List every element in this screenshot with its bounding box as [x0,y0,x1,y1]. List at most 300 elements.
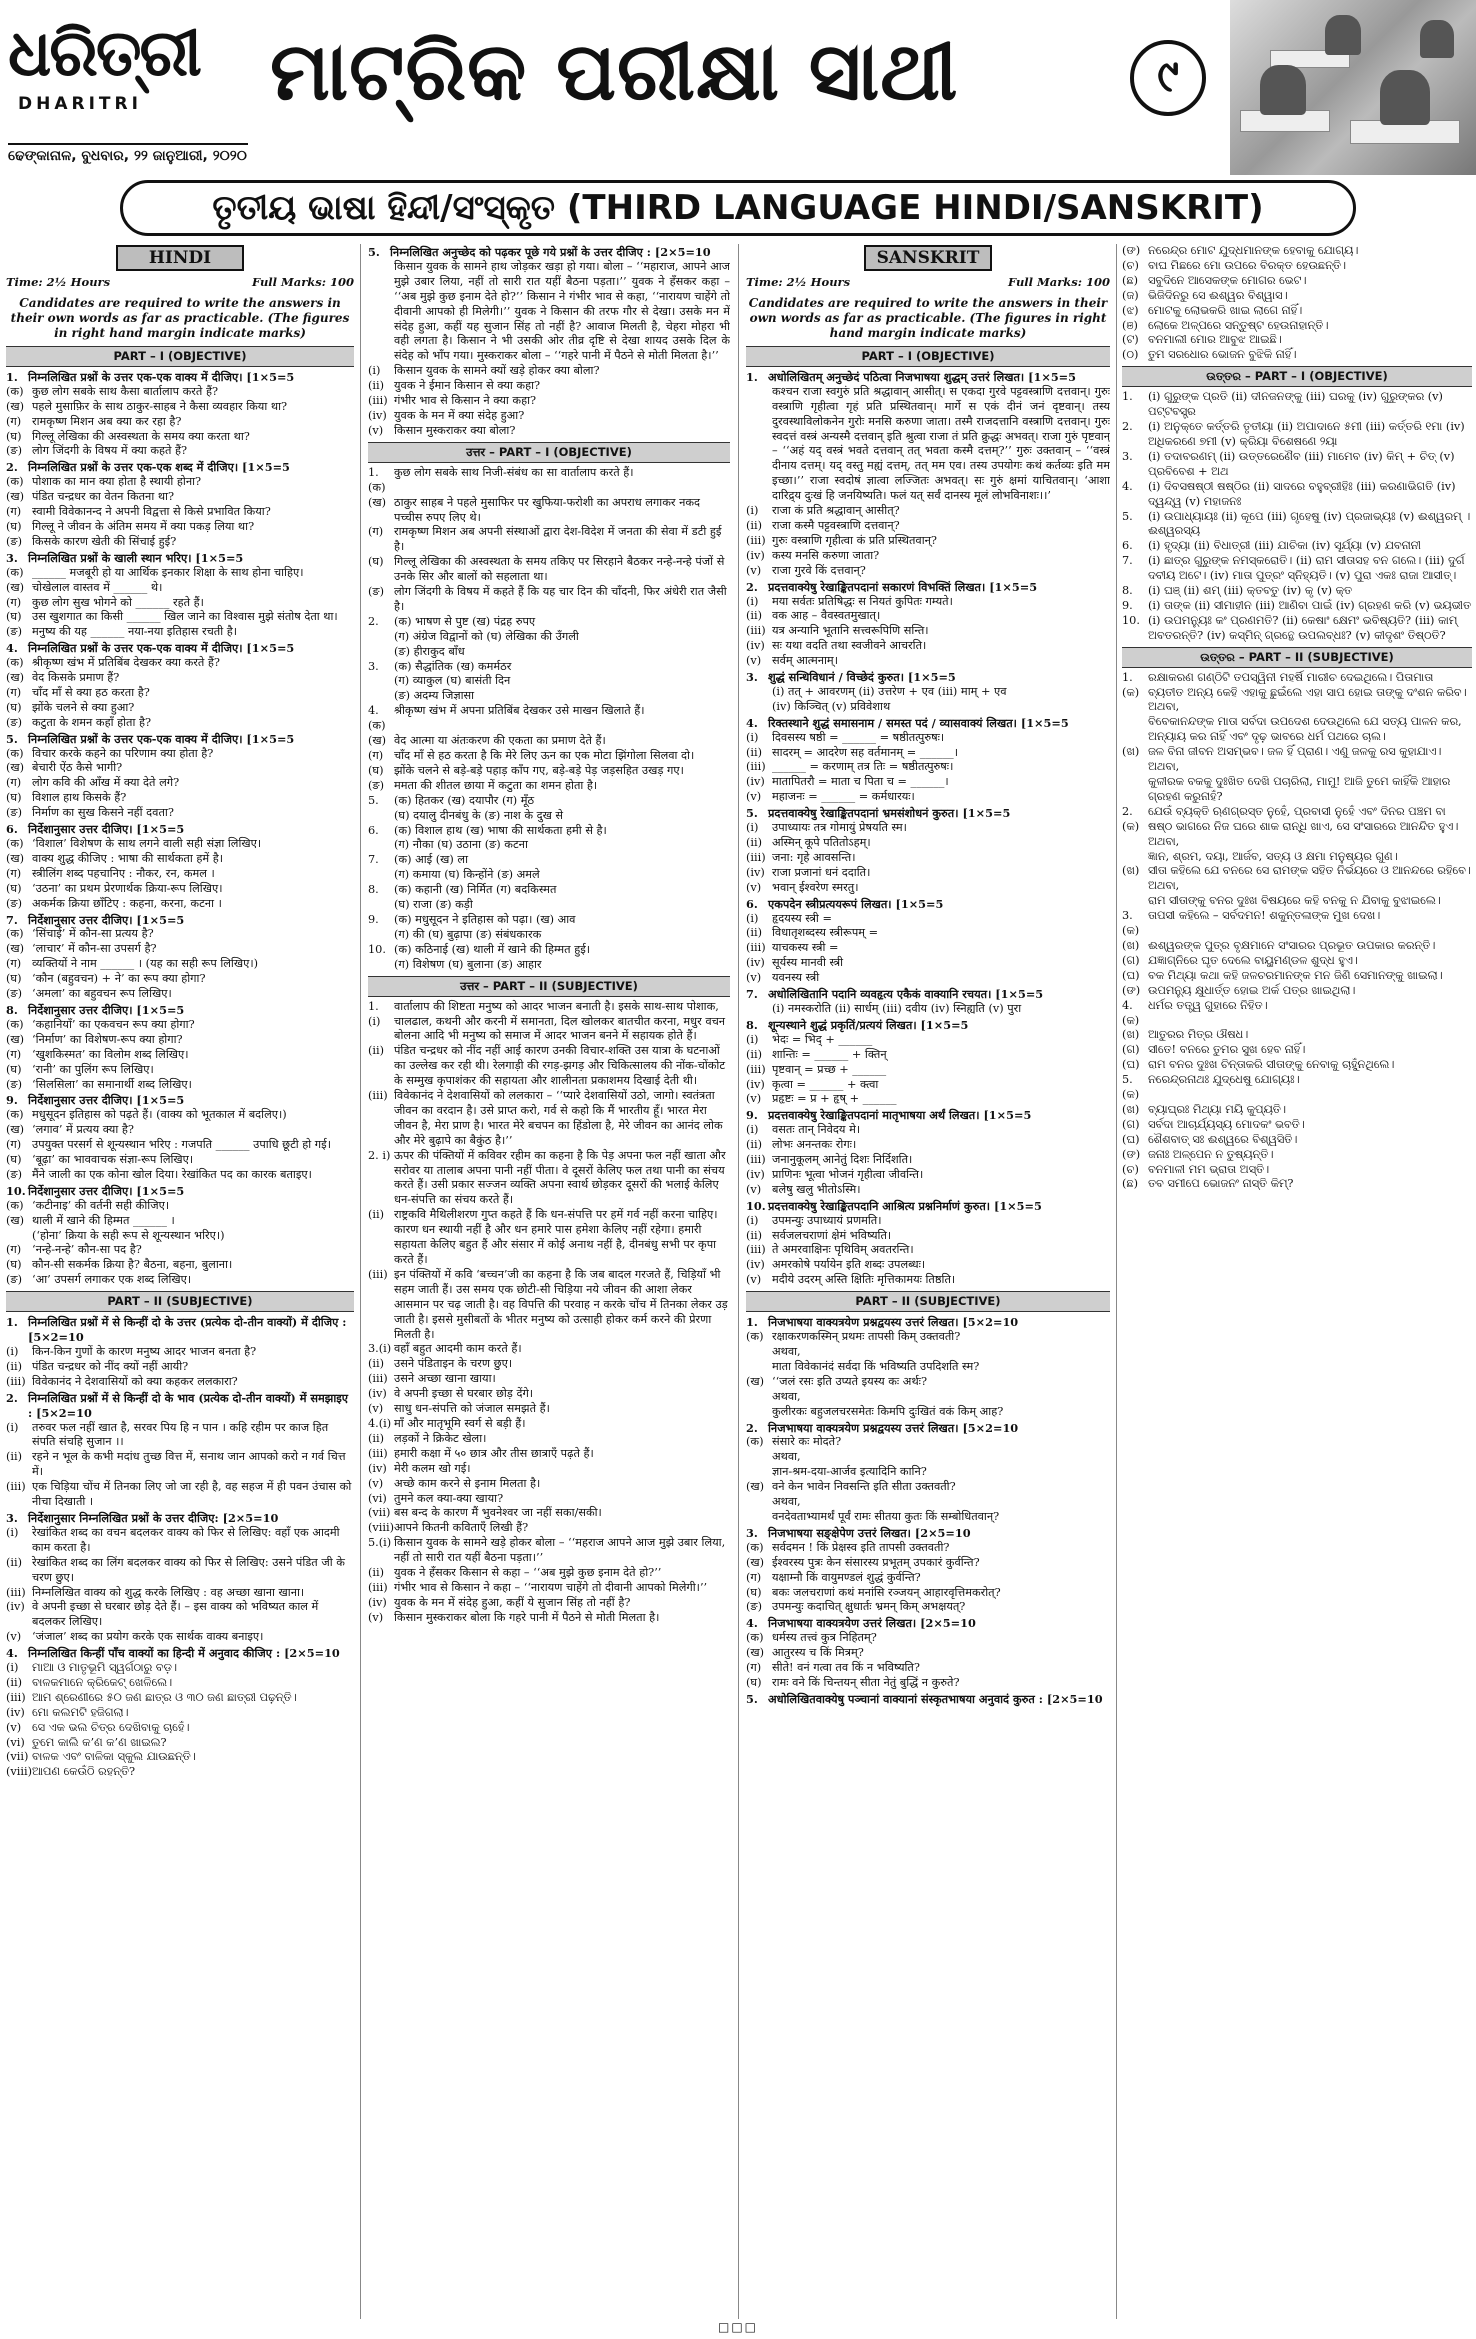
sub-item [6,761,354,776]
sub-item [1122,319,1472,334]
sanskrit-objective-questions [746,580,1110,1289]
item-number: (i) [746,1213,759,1227]
item-number: (v) [746,1182,762,1196]
item-text: (ग) कमाया (घ) किन्होंने (ङ) अमले [394,868,540,882]
item-text: वने केन भावेन निवसन्ति इति सीता उक्तवती? [772,1480,956,1494]
item-number: (ख) [746,1555,765,1569]
item-text: विधातृशब्दस्य स्त्रीरूपम् = [772,926,879,940]
item-number [1122,775,1148,805]
item-text: निर्देशानुसार उत्तर दीजिए। [1×5=5 [28,912,185,927]
item-number: (ii) [6,1359,23,1373]
answer-item [368,1432,730,1447]
answer-item [368,1447,730,1462]
sub-item [746,1138,1110,1153]
sub-item [368,379,730,394]
item-number: (ଚ) [1122,1162,1139,1176]
sub-item [746,746,1110,761]
sub-item [746,519,1110,534]
logo-subtitle: DHARITRI [18,94,142,114]
item-text: ମୋଟକୁ ଲୋଭକରି ଖାଇ ଲାଗେ ନାହିଁ। [1148,303,1303,317]
item-number: (i) [746,730,759,744]
item-number: (ग) [6,1138,22,1152]
item-text: महाजनः = ______ = कर्मधारयः। [772,790,915,804]
sub-item [6,1048,354,1063]
item-number: (ଙ) [1122,1147,1141,1161]
item-number [368,674,394,689]
item-number: (ङ) [6,444,23,458]
item-text: प्रदत्तवाक्येषु रेखाङ्कितपदानां भ्रमसंशोधनं कुरुत। [1×5=5 [768,806,1011,821]
sub-item [746,775,1110,790]
sanskrit-column [746,244,1110,2319]
item-number: (ii) [746,518,763,532]
part-header: PART – I (OBJECTIVE) [6,346,354,367]
sub-item [746,1033,1110,1048]
item-text: उस खुशगात का किसी ______ खिल जाने का विश्वास मुझे संतोष देता था। [32,610,338,624]
sub-item [746,1676,1110,1691]
item-number: 3. [6,550,18,565]
question [746,1421,1110,1436]
sub-item [6,1375,354,1390]
item-text: हृदयस्य स्त्री = [772,911,832,925]
item-text: रेखांकित शब्द का वचन बदलकर वाक्य को फिर से लिखिए: वहाँ एक आदमी काम करता है। [32,1525,340,1554]
item-number: (घ) [6,610,22,624]
item-number: (iii) [368,1446,388,1460]
sub-item [746,1495,1110,1510]
sanskrit-answers-part1 [1122,390,1472,643]
item-number: (ii) [6,1555,23,1569]
item-text: ଧର୍ମର ତତ୍ତ୍ୱ ଗୁହାରେ ନିହିତ। [1148,998,1268,1012]
question [6,1511,354,1526]
item-number: (iii) [6,1690,26,1704]
item-number: (घ) [6,1062,22,1076]
sub-item [746,624,1110,639]
sub-item [6,1199,354,1214]
question [746,1315,1110,1330]
answer-item [368,1596,730,1611]
item-text: गंभीर भाव से किसान ने क्या कहा? [394,394,537,408]
item-text: युवक के मन में क्या संदेह हुआ? [394,408,525,422]
sub-item [6,747,354,762]
sub-item [6,1345,354,1360]
item-text: एक चिड़िया चोंच में तिनका लिए जो जा रही है, वह सहज में ही पवन उंचास को नीचा दिखाती । [32,1480,352,1509]
item-text: मातापितरौ = माता च पिता च = ______। [772,775,949,789]
item-text: वार्तालाप की शिष्टता मनुष्य को आदर भाजन बनाती है। इसके साथ-साथ पोशाक, चालढाल, कथनी और करनी में समानता, दिल खोलकर बातचीत करना, मधुर वचन बोलना आदि भी मनुष्य को समाज में आदर भाजन बनने में सहायक होते हैं। [394,999,726,1043]
item-text: ସେ ଏକ ଭଲ ଚିତ୍ର ଦେଖିବାକୁ ଚାହେଁ। [32,1720,190,1734]
item-text: ସର୍ବଦା ଆଚାର୍ଯ୍ୟସ୍ୟ ମୋଦକଂ ଭବତି। [1148,1117,1305,1131]
answer-item [368,1342,730,1357]
item-text: ऊपर की पंक्तियों में कविवर रहीम का कहना है कि पेड़ अपना फल नहीं खाता और सरोवर या तालाब अपना पानी नहीं पीता। वे दूसरों केलिए फल तथा पानी का संचय करते हैं। उसी प्रकार सज्जन व्यक्ति अपना स्वार्थ छोड़कर दूसरों की भलाई केलिए धन-संपत्ति का संचय करते हैं। [394,1148,726,1207]
sub-item [6,716,354,731]
answer-header: उत्तर – PART – I (OBJECTIVE) [368,442,730,463]
sub-item [6,610,354,625]
item-number: (ख) [746,1646,765,1660]
item-text: निर्देशानुसार उत्तर दीजिए। [1×5=5 [28,822,185,837]
item-number: (ङ) [6,715,23,729]
item-number: (viii) [368,1521,395,1535]
sub-item [746,1556,1110,1571]
answer-item [368,525,730,555]
item-number: (ଖ) [1122,745,1140,759]
item-text: निर्देशानुसार उत्तर दीजिए। [1×5=5 [28,1183,185,1198]
logo-text: ଧରିତ୍ରୀ [8,17,200,91]
question [746,580,1110,595]
item-number: (iii) [368,1267,388,1281]
sub-item [746,1048,1110,1063]
item-text: रामकृष्ण मिशन अब क्या कर रहा है? [32,414,182,428]
item-text: प्रदत्तवाक्येषु रेखाङ्कितपदानि आश्रित्य प्रश्ननिर्माणं कुरुत। [1×5=5 [768,1198,1042,1213]
item-number: 9. [1122,598,1133,612]
answer-item [368,1462,730,1477]
answer-item [368,868,730,883]
answer-item [368,585,730,615]
item-number: (ଙ) [1122,983,1141,997]
item-number: (ङ) [368,778,385,792]
item-number: (ii) [746,1228,763,1242]
answer-item [1122,1028,1472,1043]
sub-item [6,1033,354,1048]
item-text: भवान् ईश्वरेण स्मरतु। [772,880,859,894]
sub-item [6,1243,354,1258]
item-text: ‘जंजाल’ शब्द का प्रयोग करके एक सार्थक वाक्य बनाइए। [32,1630,264,1644]
sub-item [6,1691,354,1706]
item-number: (iv) [746,775,765,789]
item-text: निजभाषया वाक्यत्रयेण प्रश्नद्वयस्य उत्तरं लिखत। [5×2=10 [768,1315,1019,1330]
item-number: 5. [746,806,758,821]
item-text: ରାମ ସୀତାଙ୍କୁ ବନର ଦୁଃଖ ବିଷୟରେ କହି ବନକୁ ନ ଯିବାକୁ ବୁଝାଇଲେ। [1148,894,1441,908]
item-text: ‘सिलसिला’ का समानार्थी शब्द लिखिए। [32,1077,192,1091]
item-number: (घ) [746,1675,762,1689]
item-number: 7. [368,853,379,867]
item-number [368,838,394,853]
item-text: (ग) नौका (घ) उठाना (ङ) कटना [394,838,528,852]
item-text: ‘लाचार’ में कौन-सा उपसर्ग है? [32,942,157,956]
sub-item [746,534,1110,549]
item-text: वे अपनी इच्छा से घरबार छोड़ देंगे। [394,1387,534,1401]
sub-item [6,1721,354,1736]
item-number: (ଜ) [1122,288,1139,302]
item-number: (क) [746,1435,764,1449]
answer-item [1122,835,1472,850]
item-text: (i) ତଦାବରଣମ୍ (ii) ଉତ୍ତରେଣୈବ (iii) ମାମେବ (iv) କିମ୍ + ଚିତ୍ (v) ପ୍ରବିବେଶ + ଅଥ [1148,449,1455,478]
item-text: वनदेवताभ्यामर्थं पूर्वं रामः सीतया कुतः किं सम्बोधितवान्? [772,1509,1000,1523]
item-text: ଆପଣ କେଉଁଠି ରହନ୍ତି? [32,1765,136,1779]
hindi-part1-questions [6,370,354,1288]
sub-item [746,1214,1110,1229]
answer-item [1122,879,1472,894]
hindi-section-header: HINDI [116,245,244,271]
sub-item [6,1168,354,1183]
sub-item [6,535,354,550]
sub-item [746,1168,1110,1183]
item-number [1122,850,1148,865]
answer-item [1122,584,1472,599]
item-number: (vii) [6,1750,29,1764]
item-text: अथवा, [772,1345,801,1358]
item-number: 5. [368,793,379,807]
item-number: 3.(କ) [1122,909,1140,938]
item-text: रेखांकित शब्द का लिंग बदलकर वाक्य को फिर से लिखिए: उसने पंडित जी के चरण छुए। [32,1555,345,1584]
answer-item [368,1521,730,1536]
sub-item [1122,304,1472,319]
item-number [746,1002,772,1017]
item-number: (v) [746,1092,762,1106]
item-number [746,1360,772,1375]
answer-item [1122,599,1472,614]
item-number: (viii) [6,1765,33,1779]
item-text: ______ = करणाम् तत्र तिः = षष्ठीतत्पुरुषः। [772,760,954,774]
item-text: रामः वने किं चिन्तयन् सीता नेतुं बुद्धिं न कुरुते? [772,1675,960,1689]
item-text: वाक्य शुद्ध कीजिए : भाषा की सार्थकता हमें है। [32,851,223,865]
item-text: अथवा, [772,1389,801,1403]
item-text: मैंने जाली का एक कोना खोल दिया। रेखांकित पद का कारक बताइए। [32,1167,312,1181]
item-number: (ख) [6,851,25,865]
item-text: अमरकोषे पर्यायेन इति शब्दः उपलब्धः। [772,1258,926,1272]
item-text: गिल्लू लेखिका की अस्वस्थता के समय क्या करता था? [32,429,250,443]
item-text: मधुसूदन इतिहास को पढ़ते हैं। (वाक्य को भूतकाल में बदलिए।) [32,1108,287,1122]
sub-item [746,1063,1110,1078]
answer-item [1122,1148,1472,1163]
item-text: मनुष्य की यह ______ नया-नया इतिहास रचती है। [32,625,237,639]
hindi-column [6,244,354,2319]
sub-item [6,972,354,987]
sub-item [6,581,354,596]
item-text: ‘आ’ उपसर्ग लगाकर एक शब्द लिखिए। [32,1273,192,1287]
sub-item [6,1214,354,1229]
item-number [368,868,394,883]
item-text: ଅଥବା, [1148,834,1180,848]
item-number: (ଙ) [1122,244,1141,257]
item-text: विचार करके कहने का परिणाम क्या होता है? [32,746,214,760]
item-number: (क) [746,1631,764,1645]
item-number: (iii) [746,941,766,955]
item-text: जनानुकूलम् आनेतुं दिशः निर्दिशति। [772,1153,913,1167]
item-text: (क) हितकर (ख) दयापौर (ग) मूँठ [394,793,535,807]
sub-item [6,475,354,490]
item-text: माता विवेकानंदं सर्वदा किं भविष्यति उपदिशति स्म? [772,1359,980,1373]
masthead [0,0,1476,175]
sub-item [6,1480,354,1510]
item-number: (ङ) [6,534,23,548]
item-number: (ii) [6,1450,23,1464]
item-number: (v) [368,1402,384,1416]
item-number: (ग) [6,866,22,880]
item-number: (i) [6,1525,19,1539]
item-number: (ख) [746,1374,765,1388]
sub-item [746,1002,1110,1017]
sanskrit-answers-column [1122,244,1472,2319]
item-number: 6. [6,822,18,837]
item-number: (i) [746,594,759,608]
item-number: (ग) [6,685,22,699]
sub-item [1122,259,1472,274]
item-number: (ii) [746,609,763,623]
item-number: (iii) [746,533,766,547]
item-number: (ङ) [6,625,23,639]
item-number: (ii) [368,1431,385,1445]
item-text: श्रीकृष्ण खंभ में अपना प्रतिबिंब देखकर उसे माखन खिलाते हैं। [394,704,645,718]
sub-item [6,1556,354,1586]
question: 1. अधोलिखितम् अनुच्छेदं पठित्वा निजभाषया शुद्धम् उत्तरं लिखत। [1×5=5 [746,369,1077,384]
item-text: संसारे कः मोदते? [772,1435,842,1449]
item-text: किसान मुस्कराकर क्या बोला? [394,423,516,437]
item-number: (घ) [746,1585,762,1599]
sub-item [6,942,354,957]
item-number: (घ) [6,972,22,986]
item-number: (घ) [6,791,22,805]
sub-item [6,776,354,791]
sub-item [746,1586,1110,1601]
item-number: 10. [6,1183,26,1198]
item-number: (क) [746,1330,764,1344]
item-text: निम्नलिखित प्रश्नों में से किन्हीं दो के उत्तर (प्रत्येक दो-तीन वाक्यों) में दीजिए : [5×2=10 [28,1315,347,1345]
sub-item [6,430,354,445]
item-number: (ग) [368,525,384,539]
sub-item [6,671,354,686]
item-number [746,1495,772,1510]
sub-item [6,1063,354,1078]
item-text: ममता की शीतल छाया में कटुता का शमन होता है। [394,778,598,792]
item-number: (ii) [746,1138,763,1152]
item-number: (iii) [368,1089,388,1103]
question [746,897,1110,912]
item-text: (i) ଉପମନ୍ୟୁଃ କଂ ପ୍ରଣମତି? (ii) କେଷାଂ କ୍ଷେମଂ ଭବିଷ୍ୟତି? (iii) କାମ୍ ଅବତରନ୍ତି? (iv) କସ୍ମିନ୍ ଗ୍ରନ୍ଥେ ଉପଲବ୍ଧଃ? (v) କୀଦୃଶଂ ତିଷ୍ଠତି? [1148,613,1458,642]
item-number: 6. [746,896,758,911]
sub-item [6,444,354,459]
item-number: (i) [746,1032,759,1046]
item-number [1122,700,1148,715]
item-text: ‘निर्माण’ का विशेषण-रूप क्या होगा? [32,1032,183,1046]
sub-item [746,1541,1110,1556]
item-number: (i) [368,364,381,378]
sanskrit-q1-items [746,504,1110,579]
item-text: पृष्टवान् = प्रच्छ + ______ [772,1062,887,1076]
answer-item [1122,1133,1472,1148]
item-text: उपाध्यायः तत्र गोमायुं प्रेषयति स्म। [772,821,907,835]
item-number [1122,715,1148,745]
item-number: (v) [746,654,762,668]
sub-item [6,1258,354,1273]
question [746,1692,1110,1707]
answer-item [1122,745,1472,760]
item-text: ସୀତେ! ବନରେ ତୁମର ସୁଖ ହେବ ନାହିଁ। [1148,1043,1306,1057]
item-number: 4.(क) [368,704,386,733]
item-text: कस्य मनसि करुणा जाता? [772,548,880,562]
item-text: बेचारी ऐंठ कैसे भागी? [32,761,123,775]
item-text: सीते! वनं गत्वा तव किं न भविष्यति? [772,1661,920,1675]
item-text: युवक ने ईमान किसान से क्या कहा? [394,379,541,393]
answer-item [368,674,730,689]
item-number: (ଖ) [1122,938,1140,952]
item-number: 2.(କ) [1122,804,1140,833]
item-text: ରାମ ବନର ଦୁଃଖ ଚିନ୍ତାକରି ସୀତାଙ୍କୁ ନେବାକୁ ଚାହୁଁନଥିଲେ। [1148,1058,1395,1072]
sub-item [368,409,730,424]
sub-item [746,685,1110,700]
item-text: झोंके चलने से बड़े-बड़े पहाड़ काँप गए, बड़े-बड़े पेड़ जड़सहित उखड़ गए। [394,763,684,777]
hindi-answers-part2 [368,1000,730,1626]
item-text: ବାଳକମାନେ କ୍ରିକେଟ୍ ଖେଳିଲେ। [32,1675,173,1689]
item-text: ମୋ କଲମଟି ହଜିଗଲା। [32,1705,129,1719]
item-text: रहने न भूल के कभी मदांध तुच्छ वित्त में, सनाथ जान आपको करो न गर्व चित्त में। [32,1450,346,1479]
sub-item [6,1123,354,1138]
item-text: ବାଘ ମିଛରେ ମୋ ଉପରେ ବିରକ୍ତ ହେଉଛନ୍ତି। [1148,258,1347,272]
answer-item [368,913,730,928]
sub-item [746,1078,1110,1093]
item-number: 5. [746,1691,758,1706]
item-text: निम्नलिखित प्रश्नों में से किन्हीं दो के भाव (प्रत्येक दो-तीन वाक्यों) में समझाइए : [5×2=10 [28,1390,349,1420]
sub-item [6,1676,354,1691]
sub-item [6,1421,354,1451]
item-text: निर्देशानुसार उत्तर दीजिए। [1×5=5 [28,1093,185,1108]
item-number: (iii) [746,1153,766,1167]
item-number: 3. [6,1510,18,1525]
sub-item [746,866,1110,881]
item-number: (iii) [368,1372,388,1386]
item-text: विवेकानंद ने देशवासियों को क्या कहकर ललकारा? [32,1374,238,1388]
answer-header: ଉତ୍ତର – PART – II (SUBJECTIVE) [1122,647,1472,668]
question [6,641,354,656]
item-text: ସୀତା କହିଲେ ଯେ ବନରେ ସେ ରାମଙ୍କ ସହିତ ନିର୍ଭୟରେ ଓ ଆନନ୍ଦରେ ରହିବେ। [1148,864,1471,878]
answer-item [368,1506,730,1521]
item-number: 6. [1122,539,1133,553]
item-text: लड़कों ने क्रिकेट खेला। [394,1431,487,1445]
sub-item [6,1360,354,1375]
item-text: ठाकुर साहब ने पहले मुसाफिर पर खुफिया-फरोशी का अपराध लगाकर नकद पच्चीस रुपए लिए थे। [394,495,701,524]
item-text: ‘कौन (बहुवचन) + ने’ का रूप क्या होगा? [32,972,206,986]
item-number [746,1390,772,1405]
sub-item [6,882,354,897]
item-text: लोग कवि की आँख में क्या देते लगे? [32,776,180,790]
item-text: कुलीरकः बहुजलचरसमेतः किमपि दुःखितं वकं किम् आह? [772,1404,1004,1418]
item-number [746,685,772,700]
item-number: (क) [6,384,24,398]
item-number: (i) [6,1420,19,1434]
item-number: 1. (i) [368,999,381,1028]
answer-item [1122,700,1472,715]
item-text: चोखेलाल वास्तव में ______ थे। [32,580,163,594]
exam-meta [6,275,354,290]
question [368,245,730,260]
item-number: (v) [368,423,384,437]
item-text: विशाल हाथ किसके हैं? [32,791,127,805]
item-text: ‘उठना’ का प्रथम प्रेरणार्थक क्रिया-रूप लिखिए। [32,881,223,895]
answer-item [368,779,730,794]
answer-item [368,660,730,675]
answer-item [1122,864,1472,879]
answer-item [1122,909,1472,939]
sub-item [6,927,354,942]
sub-item [6,1078,354,1093]
item-text: कृत्वा = ______ + क्त्वा [772,1077,879,1091]
series-title: ମାଟ୍ରିକ ପରୀକ୍ଷା ସାଥୀ [270,25,959,118]
sub-item [746,1661,1110,1676]
item-number: 2. [1122,420,1133,434]
item-number: (ख) [368,495,387,509]
item-number: 8. [746,1017,758,1032]
item-text: भेदः = भिद् + ______ [772,1032,873,1046]
answer-item [368,704,730,734]
answer-item [368,853,730,868]
answer-item [1122,554,1472,584]
item-text: दिवसस्य षष्ठी = ______ = षष्ठीतत्पुरुषः। [772,730,945,744]
item-number: 5.(i) [368,1536,392,1550]
sub-item [6,566,354,581]
item-text: (i) ଅନୁକ୍ତେ କର୍ତ୍ତରି ତୃତୀୟା (ii) ଅପାଦାନେ ୫ମୀ (iii) କର୍ତ୍ତରି ୧ମା (iv) ଅଧିକରଣେ ୭ମୀ (v) କ୍ରିୟା ବିଶେଷଣେ ୨ୟା [1148,420,1465,448]
item-text: किसान मुस्कराकर बोला कि गहरे पानी में पैठने से मोती मिलता है। [394,1610,660,1624]
item-text: (iv) किञ्चित् (v) प्रविवेशाथ [772,699,891,713]
item-number: (i) [6,1345,19,1358]
answer-item [368,928,730,943]
item-text: पंडित चन्द्रधर को नींद नहीं आई कारण उनकी विचार-शक्ति उस यात्रा के घटनाओं का उल्लेख कर रही थी। रेलगाड़ी की रगड़-झगड़ और चिकित्सालय की नोंक-चोंकोट के सम्मुख कृपाशंकर की सहायता और शालीनता प्रकाशमय दिखाई देती थी। [394,1044,726,1088]
